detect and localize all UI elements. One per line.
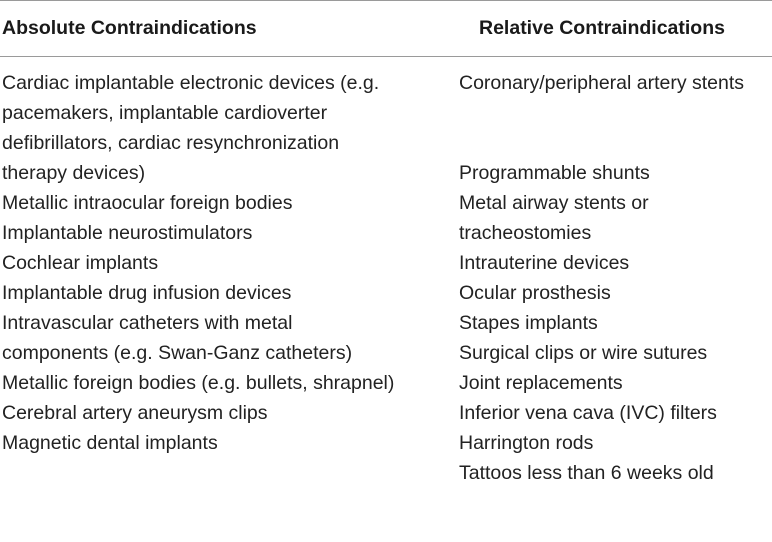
relative-item: Tattoos less than 6 weeks old [459, 462, 714, 484]
relative-item: Stapes implants [459, 312, 598, 334]
relative-item: Surgical clips or wire sutures [459, 342, 708, 364]
absolute-item: Cardiac implantable electronic devices (e.g. pacemakers, implantable cardioverter defibrillators, cardiac resynchronization therapy devices) [2, 72, 380, 184]
relative-contraindications-column [459, 68, 772, 488]
absolute-item: Implantable drug infusion devices [2, 282, 292, 304]
header-absolute-contraindications: Absolute Contraindications [2, 17, 257, 39]
table-top-rule [0, 0, 772, 1]
header-divider-rule [0, 56, 772, 57]
relative-item: Intrauterine devices [459, 252, 630, 274]
relative-item: Metal airway stents or tracheostomies [459, 192, 649, 244]
absolute-item: Metallic foreign bodies (e.g. bullets, shrapnel) [2, 372, 395, 394]
header-relative-contraindications: Relative Contraindications [479, 17, 725, 39]
absolute-item: Magnetic dental implants [2, 432, 218, 454]
absolute-item: Intravascular catheters with metal components (e.g. Swan-Ganz catheters) [2, 312, 353, 364]
absolute-item: Metallic intraocular foreign bodies [2, 192, 293, 214]
absolute-item: Cerebral artery aneurysm clips [2, 402, 268, 424]
relative-item: Harrington rods [459, 432, 594, 454]
relative-item: Coronary/peripheral artery stents [459, 72, 745, 94]
absolute-contraindications-column [2, 68, 454, 458]
relative-item: Ocular prosthesis [459, 282, 611, 304]
absolute-item: Cochlear implants [2, 252, 159, 274]
relative-item: Inferior vena cava (IVC) filters [459, 402, 717, 424]
relative-item: Joint replacements [459, 372, 623, 394]
relative-item: Programmable shunts [459, 162, 650, 184]
absolute-item: Implantable neurostimulators [2, 222, 253, 244]
